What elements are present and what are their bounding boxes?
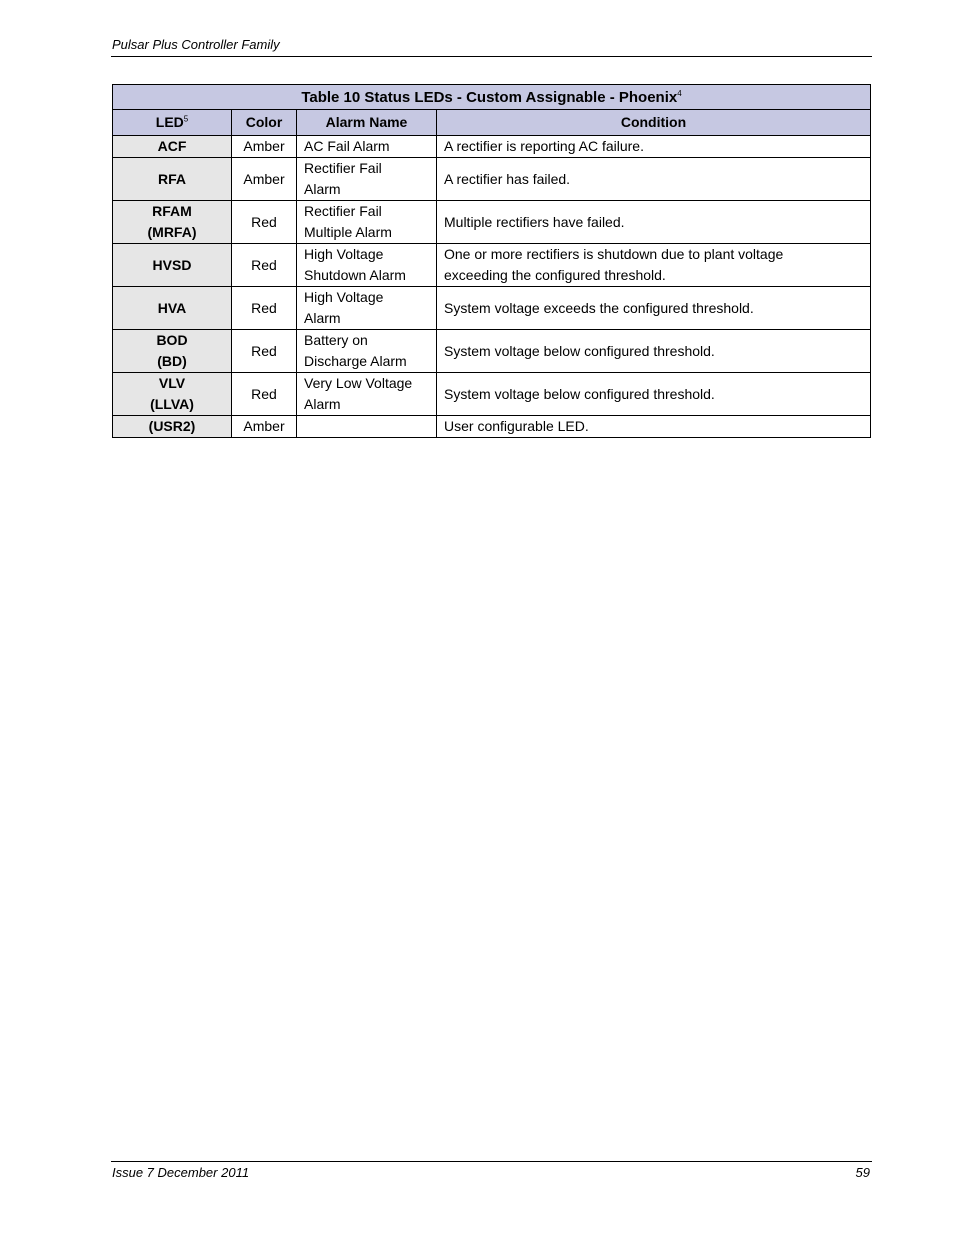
alarm-name-cell-line: High Voltage — [304, 246, 384, 262]
condition-cell-line: A rectifier has failed. — [444, 170, 571, 187]
led-cell-line: VLV — [158, 375, 186, 391]
alarm-name-cell-line: Rectifier Fail — [304, 203, 382, 219]
condition-cell-line: exceeding the configured threshold. — [444, 267, 666, 283]
alarm-name-cell-line: Alarm — [304, 396, 341, 412]
condition-cell — [437, 158, 871, 201]
condition-cell — [437, 373, 871, 416]
led-cell — [113, 136, 232, 158]
led-cell — [113, 287, 232, 330]
page-number: 59 — [855, 1165, 870, 1180]
led-cell — [113, 330, 232, 373]
condition-cell — [437, 416, 871, 438]
table-row — [113, 201, 871, 244]
footer-rule — [111, 1161, 872, 1162]
table-row — [113, 330, 871, 373]
condition-cell-line: User configurable LED. — [444, 418, 589, 434]
col-header-color: Color — [232, 110, 297, 136]
led-cell-line: (USR2) — [148, 418, 196, 434]
footer-issue: Issue 7 December 2011 — [112, 1165, 250, 1180]
color-cell: Amber — [232, 416, 297, 438]
condition-cell-line: System voltage below configured threshold. — [444, 385, 715, 402]
alarm-name-cell-line: AC Fail Alarm — [304, 138, 390, 154]
alarm-name-cell — [297, 158, 437, 201]
table-title-row — [113, 85, 871, 110]
table-row — [113, 416, 871, 438]
col-header-alarm-name: Alarm Name — [297, 110, 437, 136]
alarm-name-cell — [297, 330, 437, 373]
led-cell-line: (BD) — [157, 353, 187, 369]
table-row — [113, 136, 871, 158]
alarm-name-cell-line: Alarm — [304, 310, 341, 326]
header-rule — [111, 56, 872, 57]
alarm-name-cell — [297, 244, 437, 287]
title-footnote-marker: 4 — [677, 88, 682, 98]
table-body — [113, 136, 871, 438]
col-header-led: LED$^5$ — [113, 110, 232, 136]
condition-cell-line: One or more rectifiers is shutdown due to plant voltage — [444, 246, 784, 262]
led-cell — [113, 244, 232, 287]
color-cell: Red — [232, 244, 297, 287]
color-cell: Red — [232, 287, 297, 330]
led-cell-line: ACF — [157, 138, 187, 154]
condition-cell — [437, 244, 871, 287]
condition-cell-line: System voltage exceeds the configured threshold. — [444, 299, 754, 316]
led-cell-line: (LLVA) — [150, 396, 194, 412]
condition-cell-line: Multiple rectifiers have failed. — [444, 213, 625, 230]
led-cell-line: HVA — [157, 299, 187, 316]
table-row — [113, 244, 871, 287]
alarm-name-cell-line: Rectifier Fail — [304, 160, 382, 176]
alarm-name-cell-line: High Voltage — [304, 289, 384, 305]
alarm-name-cell-line: Discharge Alarm — [304, 353, 407, 369]
led-cell — [113, 416, 232, 438]
condition-cell — [437, 330, 871, 373]
table-header-row — [113, 110, 871, 136]
alarm-name-cell-line: Multiple Alarm — [304, 224, 392, 240]
condition-cell — [437, 201, 871, 244]
col-header-condition: Condition — [437, 110, 871, 136]
color-cell: Amber — [232, 136, 297, 158]
alarm-name-cell — [297, 287, 437, 330]
table-row — [113, 373, 871, 416]
led-cell-line: (MRFA) — [147, 224, 197, 240]
alarm-name-cell — [297, 416, 437, 438]
condition-cell-line: System voltage below configured threshold. — [444, 342, 715, 359]
alarm-name-cell — [297, 373, 437, 416]
led-cell-line: RFAM — [152, 203, 192, 219]
table-row — [113, 158, 871, 201]
alarm-name-cell — [297, 136, 437, 158]
led-cell — [113, 373, 232, 416]
condition-cell — [437, 287, 871, 330]
color-cell: Red — [232, 330, 297, 373]
running-header: Pulsar Plus Controller Family — [112, 37, 280, 52]
color-cell: Amber — [232, 158, 297, 201]
led-cell — [113, 201, 232, 244]
condition-cell — [437, 136, 871, 158]
condition-cell-line: A rectifier is reporting AC failure. — [444, 138, 644, 154]
alarm-name-cell-line: Alarm — [304, 181, 341, 197]
color-cell: Red — [232, 373, 297, 416]
led-cell-line: HVSD — [152, 256, 192, 273]
alarm-name-cell-line: Shutdown Alarm — [304, 267, 406, 283]
led-cell-line: RFA — [158, 170, 186, 187]
color-cell: Red — [232, 201, 297, 244]
status-leds-table — [112, 84, 871, 438]
alarm-name-cell-line: Battery on — [304, 332, 368, 348]
led-cell-line: BOD — [156, 332, 188, 348]
led-cell — [113, 158, 232, 201]
table-row — [113, 287, 871, 330]
alarm-name-cell — [297, 201, 437, 244]
alarm-name-cell-line: Very Low Voltage — [304, 375, 413, 391]
table-title: Table 10 Status LEDs - Custom Assignable - Phoenix$^4$ — [113, 85, 871, 110]
led-footnote-marker: 5 — [183, 114, 189, 124]
